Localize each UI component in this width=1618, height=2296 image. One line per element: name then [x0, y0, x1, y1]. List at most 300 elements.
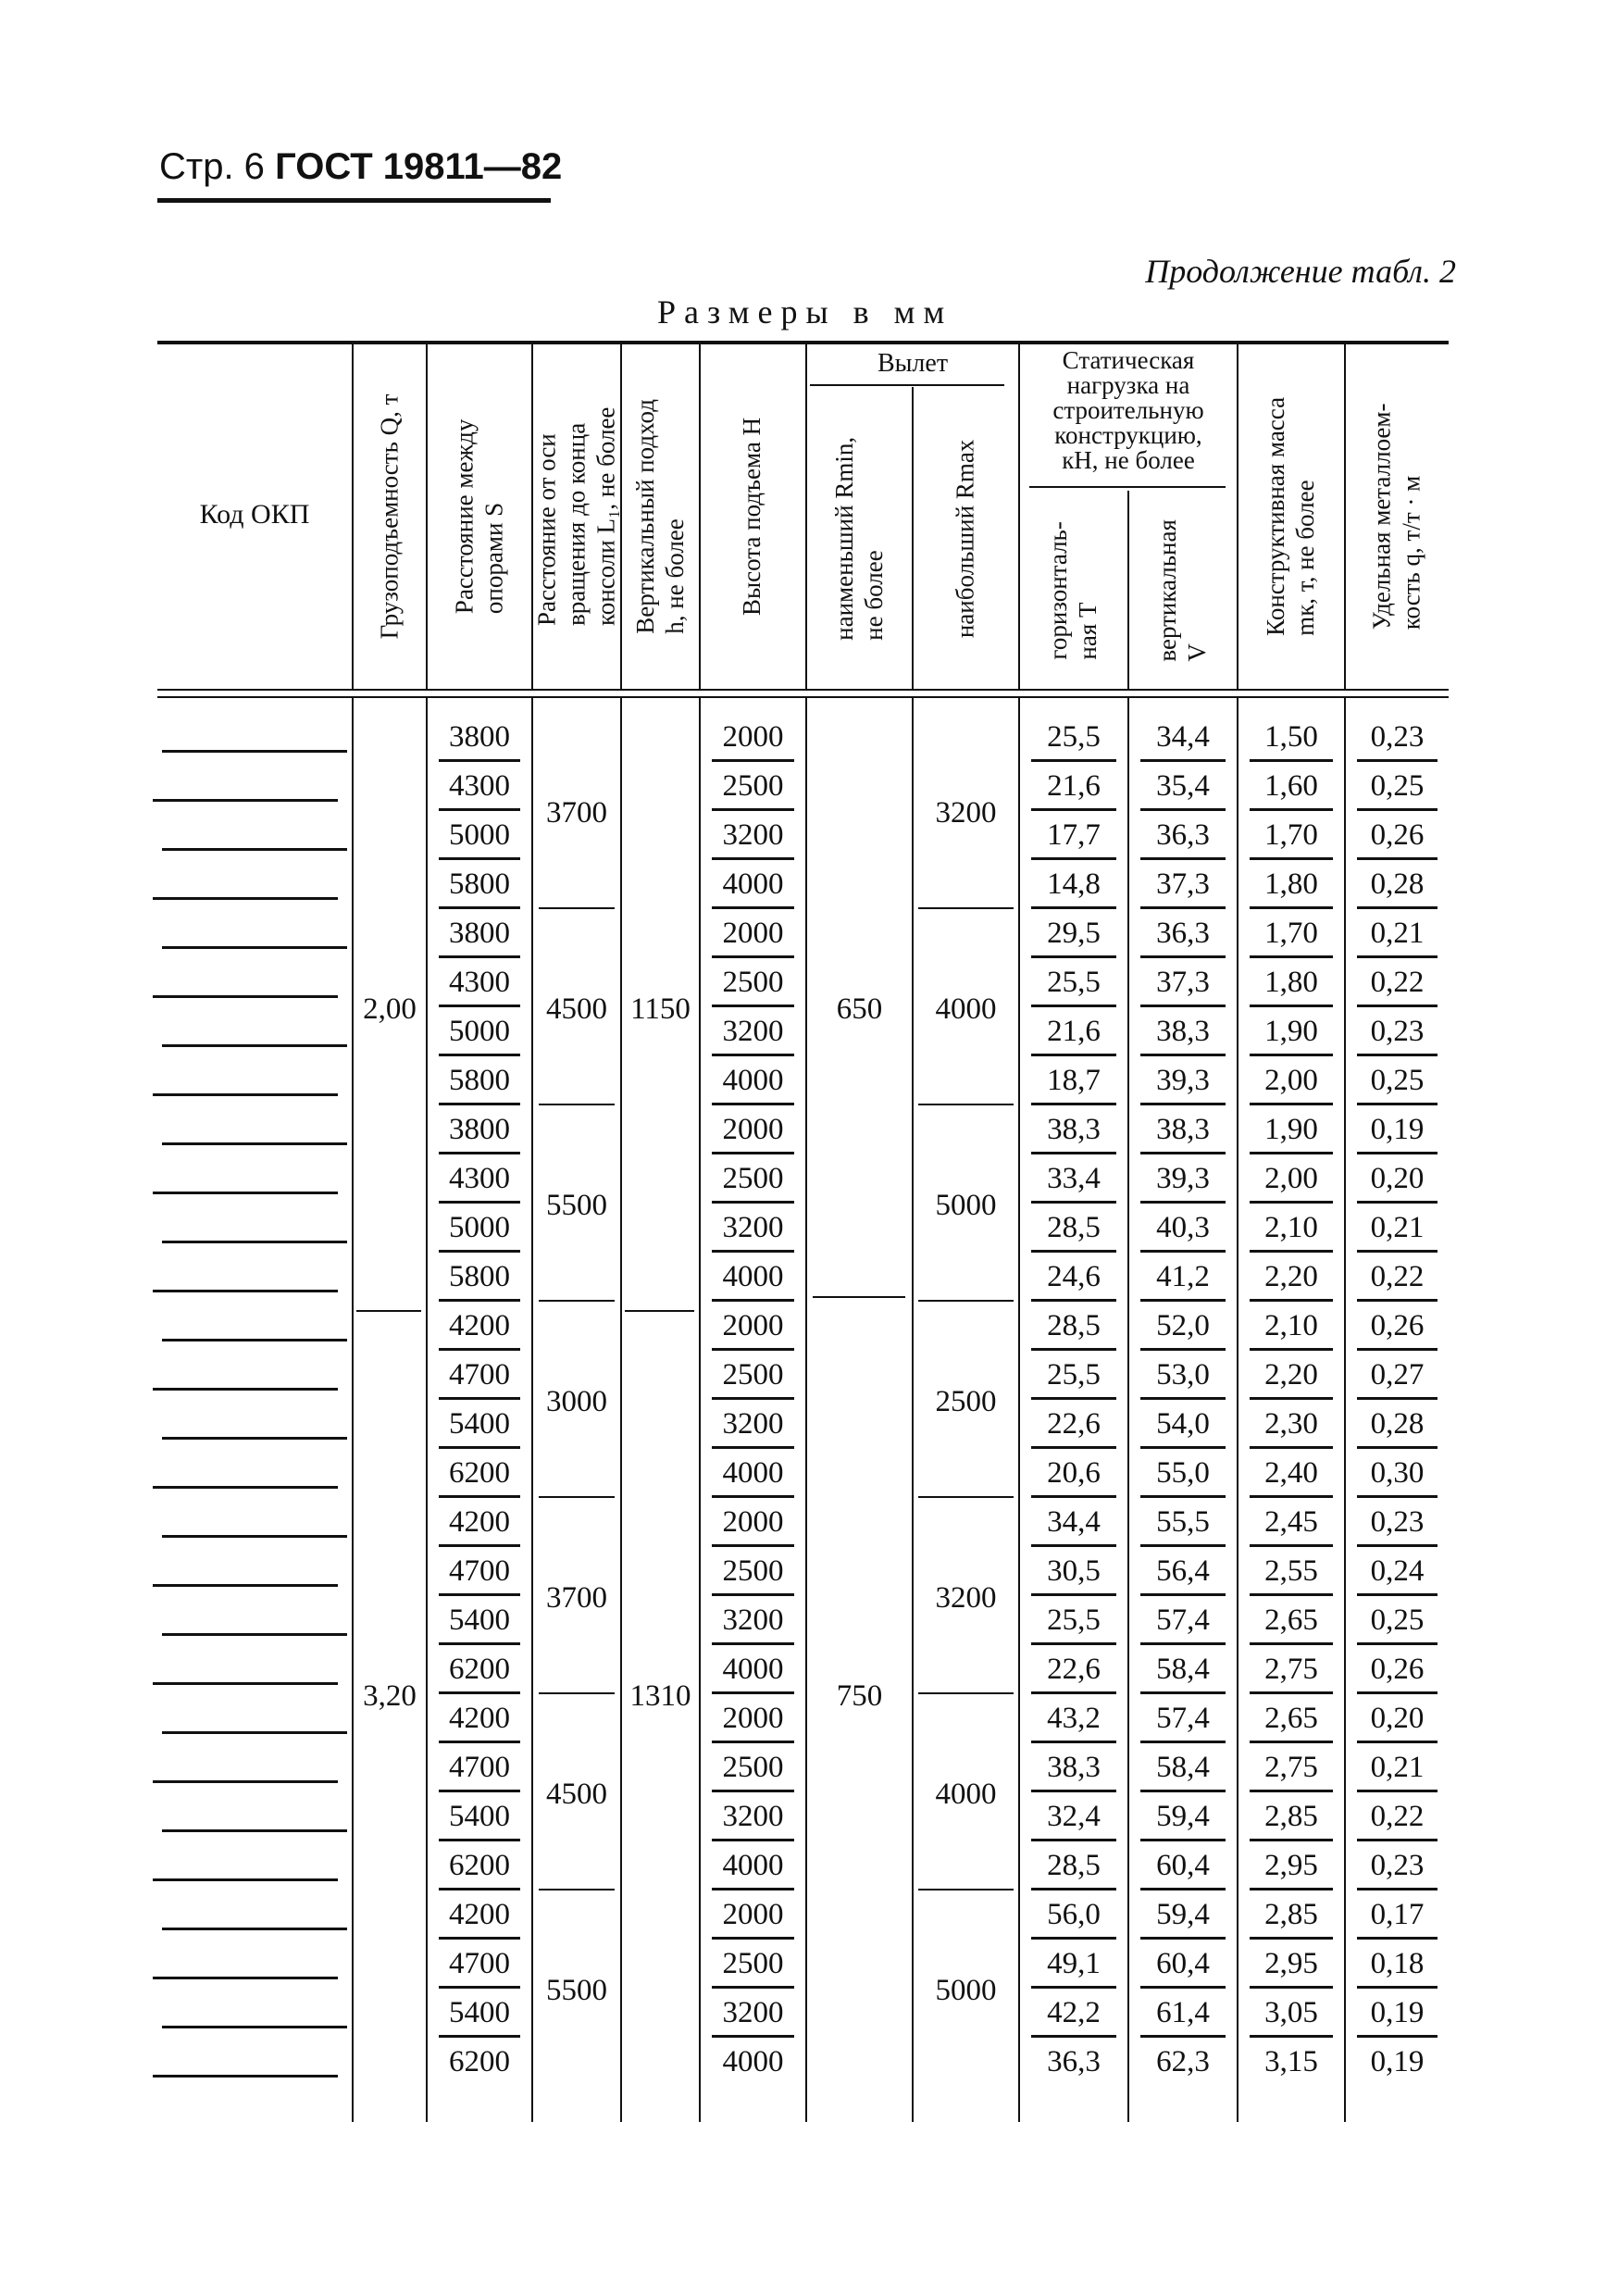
code-okp-blank — [153, 799, 338, 802]
cell-underline — [1140, 1446, 1226, 1449]
cell-m: 1,60 — [1264, 769, 1318, 803]
table-units: Размеры в мм — [657, 293, 953, 331]
cell-underline — [712, 1103, 794, 1105]
header-rule — [157, 198, 551, 203]
cell-underline — [712, 1299, 794, 1302]
cell-underline — [1140, 759, 1226, 762]
cell-underline — [1357, 808, 1438, 811]
cell-q: 0,25 — [1370, 1064, 1425, 1097]
cell-s: 5000 — [449, 818, 510, 852]
cell-s: 5800 — [449, 1064, 510, 1097]
cell-m: 1,50 — [1264, 720, 1318, 754]
cell-underline — [1140, 1741, 1226, 1743]
code-okp-blank — [162, 946, 347, 949]
cell-m: 3,15 — [1264, 2045, 1318, 2078]
cell-underline — [1357, 1593, 1438, 1596]
cell-underline — [1250, 1691, 1333, 1694]
cell-underline — [1031, 857, 1116, 860]
cell-t: 20,6 — [1047, 1456, 1101, 1490]
cell-underline — [1357, 1201, 1438, 1204]
rmax-group-separator — [918, 1692, 1014, 1694]
cell-rmax: 4000 — [935, 992, 997, 1026]
cell-q: 0,21 — [1370, 1211, 1425, 1244]
cell-underline — [1140, 1348, 1226, 1351]
cell-t: 22,6 — [1047, 1407, 1101, 1441]
cell-h: 2000 — [722, 1898, 784, 1931]
cell-underline — [1031, 1642, 1116, 1645]
cell-s: 6200 — [449, 1456, 510, 1490]
cell-underline — [1031, 808, 1116, 811]
cell-q: 0,26 — [1370, 818, 1425, 852]
cell-underline — [1140, 1937, 1226, 1940]
cell-v: 53,0 — [1156, 1358, 1210, 1391]
cell-t: 36,3 — [1047, 2045, 1101, 2078]
cell-m: 2,10 — [1264, 1309, 1318, 1342]
cell-m: 1,80 — [1264, 966, 1318, 999]
cell-q: 0,28 — [1370, 867, 1425, 901]
cell-h: 4000 — [722, 1653, 784, 1686]
cell-reach-min: 750 — [836, 1678, 883, 1713]
cell-q: 0,25 — [1370, 769, 1425, 803]
cell-underline — [1031, 1495, 1116, 1498]
code-okp-blank — [153, 1388, 338, 1391]
cell-underline — [1140, 1103, 1226, 1105]
cell-q: 0,22 — [1370, 966, 1425, 999]
l1-group-separator — [539, 1889, 615, 1890]
cell-underline — [712, 1741, 794, 1743]
cell-underline — [1031, 1691, 1116, 1694]
cell-s: 3800 — [449, 720, 510, 754]
cell-underline — [439, 1986, 520, 1989]
cell-t: 25,5 — [1047, 1603, 1101, 1637]
cell-q: 0,21 — [1370, 1751, 1425, 1784]
cell-underline — [439, 1201, 520, 1204]
cell-q: 0,19 — [1370, 2045, 1425, 2078]
cell-underline — [1140, 1986, 1226, 1989]
header-reach-group: Вылет — [877, 349, 949, 378]
cell-underline — [1140, 1544, 1226, 1547]
cell-s: 4700 — [449, 1358, 510, 1391]
cell-underline — [712, 906, 794, 909]
cell-underline — [1250, 1299, 1333, 1302]
cell-underline — [1031, 1054, 1116, 1056]
header-distance-s: Расстояние между опорами S — [450, 418, 508, 615]
cell-t: 32,4 — [1047, 1800, 1101, 1833]
header-reach-min: наименьший Rmin, не более — [829, 437, 888, 641]
cell-underline — [439, 1937, 520, 1940]
cell-q: 0,26 — [1370, 1653, 1425, 1686]
cell-m: 1,80 — [1264, 867, 1318, 901]
cell-q: 0,19 — [1370, 1996, 1425, 2029]
cell-t: 49,1 — [1047, 1947, 1101, 1980]
cell-underline — [1357, 1790, 1438, 1792]
cell-underline — [1250, 1103, 1333, 1105]
cell-underline — [1357, 1397, 1438, 1400]
cell-underline — [1357, 1741, 1438, 1743]
cell-underline — [1140, 1888, 1226, 1890]
l1-group-separator — [539, 1496, 615, 1498]
cell-v: 55,0 — [1156, 1456, 1210, 1490]
cell-l1: 3700 — [546, 1580, 607, 1615]
cell-underline — [439, 955, 520, 958]
cell-reach-min: 650 — [836, 992, 883, 1026]
cell-underline — [1357, 1691, 1438, 1694]
cell-underline — [712, 1544, 794, 1547]
code-okp-blank — [153, 897, 338, 900]
cell-underline — [1250, 1888, 1333, 1890]
cell-q: 0,27 — [1370, 1358, 1425, 1391]
cell-t: 18,7 — [1047, 1064, 1101, 1097]
cell-h: 2500 — [722, 1751, 784, 1784]
table-caption: Продолжение табл. 2 — [1145, 253, 1456, 290]
cell-underline — [1140, 955, 1226, 958]
cell-underline — [1250, 808, 1333, 811]
cell-h: 2500 — [722, 1947, 784, 1980]
cell-underline — [712, 1201, 794, 1204]
cell-underline — [1250, 955, 1333, 958]
cell-underline — [439, 1642, 520, 1645]
cell-v: 40,3 — [1156, 1211, 1210, 1244]
cell-rmax: 5000 — [935, 1973, 997, 2007]
cell-underline — [1357, 1103, 1438, 1105]
cell-underline — [712, 1152, 794, 1154]
header-reach-max: наибольший Rmax — [951, 439, 979, 639]
cell-underline — [439, 1299, 520, 1302]
cell-m: 2,65 — [1264, 1702, 1318, 1735]
cell-t: 56,0 — [1047, 1898, 1101, 1931]
cell-m: 2,95 — [1264, 1849, 1318, 1882]
cell-v: 54,0 — [1156, 1407, 1210, 1441]
l1-group-separator — [539, 1300, 615, 1302]
cell-m: 3,05 — [1264, 1996, 1318, 2029]
header-console-l1: Расстояние от оси вращения до конца консоли L₁, не более — [532, 406, 619, 627]
cell-underline — [1140, 1250, 1226, 1253]
code-okp-blank — [162, 750, 347, 753]
cell-v: 58,4 — [1156, 1653, 1210, 1686]
cell-t: 30,5 — [1047, 1554, 1101, 1588]
cell-underline — [1031, 1937, 1116, 1940]
cell-s: 4300 — [449, 966, 510, 999]
cell-underline — [1031, 759, 1116, 762]
cell-underline — [439, 1495, 520, 1498]
cell-capacity: 2,00 — [363, 992, 417, 1026]
cell-v: 61,4 — [1156, 1996, 1210, 2029]
cell-underline — [439, 1054, 520, 1056]
cell-h: 3200 — [722, 1996, 784, 2029]
code-okp-blank — [162, 1928, 347, 1930]
code-okp-blank — [162, 1437, 347, 1440]
cell-v: 36,3 — [1156, 917, 1210, 950]
cell-underline — [712, 1986, 794, 1989]
l1-group-separator — [539, 1692, 615, 1694]
l1-group-separator — [539, 907, 615, 909]
cell-m: 2,75 — [1264, 1653, 1318, 1686]
code-okp-blank — [162, 1142, 347, 1145]
cell-underline — [712, 1691, 794, 1694]
cell-s: 6200 — [449, 1849, 510, 1882]
code-okp-blank — [162, 1535, 347, 1538]
cell-s: 5000 — [449, 1211, 510, 1244]
cell-underline — [712, 1397, 794, 1400]
cell-h: 2000 — [722, 1113, 784, 1146]
cell-q: 0,23 — [1370, 1849, 1425, 1882]
cell-m: 2,20 — [1264, 1358, 1318, 1391]
cell-underline — [712, 1888, 794, 1890]
code-okp-blank — [162, 1633, 347, 1636]
cell-underline — [1357, 1839, 1438, 1841]
cell-s: 4200 — [449, 1505, 510, 1539]
cell-underline — [1250, 1054, 1333, 1056]
reach-group-rule — [810, 384, 1004, 386]
cell-t: 38,3 — [1047, 1113, 1101, 1146]
cell-underline — [1031, 1986, 1116, 1989]
cell-rmax: 5000 — [935, 1188, 997, 1222]
cell-t: 25,5 — [1047, 720, 1101, 754]
cell-underline — [439, 1348, 520, 1351]
cell-underline — [1250, 1741, 1333, 1743]
cell-underline — [439, 857, 520, 860]
cell-l1: 3700 — [546, 795, 607, 830]
cell-q: 0,20 — [1370, 1162, 1425, 1195]
code-okp-blank — [153, 1878, 338, 1881]
cell-underline — [1031, 1741, 1116, 1743]
cell-underline — [1140, 1152, 1226, 1154]
cell-underline — [1140, 1642, 1226, 1645]
cell-underline — [1357, 857, 1438, 860]
cell-underline — [1357, 1544, 1438, 1547]
cell-vertical-h: 1150 — [630, 992, 691, 1026]
cell-v: 55,5 — [1156, 1505, 1210, 1539]
cell-underline — [1250, 1937, 1333, 1940]
cell-v: 37,3 — [1156, 966, 1210, 999]
cell-underline — [1250, 1495, 1333, 1498]
cell-h: 2000 — [722, 1702, 784, 1735]
cell-underline — [439, 1691, 520, 1694]
cell-underline — [1357, 1986, 1438, 1989]
cell-underline — [712, 1250, 794, 1253]
cell-h: 2500 — [722, 1162, 784, 1195]
cell-v: 35,4 — [1156, 769, 1210, 803]
cell-s: 4200 — [449, 1702, 510, 1735]
cell-h: 3200 — [722, 1800, 784, 1833]
cell-v: 36,3 — [1156, 818, 1210, 852]
cell-underline — [1250, 1446, 1333, 1449]
code-okp-blank — [153, 1584, 338, 1587]
cell-t: 33,4 — [1047, 1162, 1101, 1195]
cell-underline — [1031, 1397, 1116, 1400]
cell-underline — [1031, 1152, 1116, 1154]
cell-m: 2,10 — [1264, 1211, 1318, 1244]
code-okp-blank — [153, 1192, 338, 1194]
cell-underline — [712, 759, 794, 762]
cell-rmax: 3200 — [935, 1580, 997, 1615]
cell-m: 2,00 — [1264, 1064, 1318, 1097]
cell-rmax: 4000 — [935, 1777, 997, 1811]
cell-underline — [1250, 1544, 1333, 1547]
cell-h: 2500 — [722, 769, 784, 803]
cell-s: 5800 — [449, 1260, 510, 1293]
rmax-group-separator — [918, 1889, 1014, 1890]
cell-s: 6200 — [449, 1653, 510, 1686]
cell-underline — [439, 1839, 520, 1841]
cell-q: 0,22 — [1370, 1800, 1425, 1833]
cell-h: 4000 — [722, 1456, 784, 1490]
page-header — [159, 146, 562, 188]
code-okp-blank — [162, 1241, 347, 1243]
cell-m: 1,90 — [1264, 1113, 1318, 1146]
cell-underline — [439, 808, 520, 811]
cell-h: 4000 — [722, 1064, 784, 1097]
cell-underline — [1031, 1544, 1116, 1547]
cell-underline — [439, 1250, 520, 1253]
cell-underline — [1357, 2035, 1438, 2038]
cell-v: 60,4 — [1156, 1849, 1210, 1882]
cell-q: 0,22 — [1370, 1260, 1425, 1293]
cell-underline — [1250, 857, 1333, 860]
cell-v: 41,2 — [1156, 1260, 1210, 1293]
rmax-group-separator — [918, 1104, 1014, 1105]
cell-m: 2,55 — [1264, 1554, 1318, 1588]
cell-h: 3200 — [722, 1603, 784, 1637]
cell-underline — [1250, 1348, 1333, 1351]
cell-v: 62,3 — [1156, 2045, 1210, 2078]
cell-underline — [439, 759, 520, 762]
cell-underline — [712, 808, 794, 811]
cell-underline — [439, 1152, 520, 1154]
cell-q: 0,17 — [1370, 1898, 1425, 1931]
cell-underline — [1250, 1152, 1333, 1154]
cell-t: 25,5 — [1047, 966, 1101, 999]
cell-underline — [1031, 906, 1116, 909]
code-okp-blank — [153, 1780, 338, 1783]
cell-q: 0,23 — [1370, 720, 1425, 754]
cell-v: 39,3 — [1156, 1064, 1210, 1097]
code-okp-blank — [162, 848, 347, 851]
cell-s: 4300 — [449, 769, 510, 803]
cell-capacity: 3,20 — [363, 1678, 417, 1713]
cell-underline — [1031, 955, 1116, 958]
cell-l1: 5500 — [546, 1188, 607, 1222]
cell-underline — [1357, 906, 1438, 909]
cell-underline — [1357, 1348, 1438, 1351]
cell-underline — [439, 1446, 520, 1449]
header-specific: Удельная металлоем- кость q, т/т · м — [1367, 403, 1425, 630]
cell-q: 0,24 — [1370, 1554, 1425, 1588]
cell-s: 4200 — [449, 1898, 510, 1931]
cell-underline — [1250, 906, 1333, 909]
cell-m: 1,90 — [1264, 1015, 1318, 1048]
cell-v: 38,3 — [1156, 1015, 1210, 1048]
cell-vertical-h: 1310 — [629, 1678, 691, 1713]
cell-t: 24,6 — [1047, 1260, 1101, 1293]
cell-s: 3800 — [449, 917, 510, 950]
load-group-rule — [1029, 486, 1226, 488]
cell-underline — [1140, 808, 1226, 811]
cell-h: 2000 — [722, 720, 784, 754]
cell-t: 17,7 — [1047, 818, 1101, 852]
cell-v: 37,3 — [1156, 867, 1210, 901]
cell-underline — [1031, 1446, 1116, 1449]
cell-h: 2000 — [722, 1309, 784, 1342]
cell-underline — [1250, 1397, 1333, 1400]
cell-underline — [712, 1054, 794, 1056]
cell-underline — [712, 1495, 794, 1498]
cell-t: 28,5 — [1047, 1309, 1101, 1342]
cell-t: 21,6 — [1047, 769, 1101, 803]
cell-underline — [1250, 1986, 1333, 1989]
code-okp-blank — [162, 2026, 347, 2028]
cell-underline — [1031, 1201, 1116, 1204]
code-okp-blank — [162, 1044, 347, 1047]
cell-s: 5400 — [449, 1407, 510, 1441]
cell-h: 4000 — [722, 1260, 784, 1293]
cell-underline — [1357, 1888, 1438, 1890]
header-load-group: Статическая нагрузка на строительную конструкцию, кН, не более — [1052, 346, 1204, 474]
cell-h: 2500 — [722, 966, 784, 999]
cell-underline — [439, 1741, 520, 1743]
cell-q: 0,25 — [1370, 1603, 1425, 1637]
cell-h: 4000 — [722, 867, 784, 901]
cell-s: 6200 — [449, 2045, 510, 2078]
cell-underline — [712, 1446, 794, 1449]
cell-h: 4000 — [722, 1849, 784, 1882]
cell-t: 38,3 — [1047, 1751, 1101, 1784]
cell-underline — [1250, 1004, 1333, 1007]
cell-underline — [1250, 1839, 1333, 1841]
cell-q: 0,30 — [1370, 1456, 1425, 1490]
cell-underline — [712, 1839, 794, 1841]
cell-underline — [1250, 1250, 1333, 1253]
cell-s: 4700 — [449, 1947, 510, 1980]
cell-s: 5400 — [449, 1996, 510, 2029]
cell-underline — [439, 906, 520, 909]
cell-v: 58,4 — [1156, 1751, 1210, 1784]
cell-underline — [439, 2035, 520, 2038]
cell-underline — [1140, 1691, 1226, 1694]
cell-rmax: 3200 — [935, 795, 997, 830]
cell-h: 2000 — [722, 917, 784, 950]
cell-s: 5800 — [449, 867, 510, 901]
cell-v: 59,4 — [1156, 1800, 1210, 1833]
cell-v: 38,3 — [1156, 1113, 1210, 1146]
cell-underline — [439, 1544, 520, 1547]
cell-underline — [439, 1004, 520, 1007]
cell-t: 43,2 — [1047, 1702, 1101, 1735]
cell-m: 2,85 — [1264, 1898, 1318, 1931]
cell-q: 0,19 — [1370, 1113, 1425, 1146]
cell-q: 0,26 — [1370, 1309, 1425, 1342]
cell-underline — [712, 2035, 794, 2038]
cell-underline — [712, 1348, 794, 1351]
standard-designation: ГОСТ 19811—82 — [275, 146, 563, 187]
cell-q: 0,28 — [1370, 1407, 1425, 1441]
cell-t: 28,5 — [1047, 1849, 1101, 1882]
header-mass: Конструктивная масса mк, т, не более — [1262, 397, 1319, 636]
cell-m: 2,75 — [1264, 1751, 1318, 1784]
cell-v: 59,4 — [1156, 1898, 1210, 1931]
header-code: Код ОКП — [199, 499, 310, 530]
cell-h: 2500 — [722, 1358, 784, 1391]
cell-v: 57,4 — [1156, 1603, 1210, 1637]
cell-m: 2,20 — [1264, 1260, 1318, 1293]
cell-underline — [1140, 1299, 1226, 1302]
cell-underline — [1357, 1299, 1438, 1302]
cell-underline — [712, 1642, 794, 1645]
cell-m: 2,40 — [1264, 1456, 1318, 1490]
cell-m: 2,00 — [1264, 1162, 1318, 1195]
cell-m: 2,45 — [1264, 1505, 1318, 1539]
cell-v: 34,4 — [1156, 720, 1210, 754]
